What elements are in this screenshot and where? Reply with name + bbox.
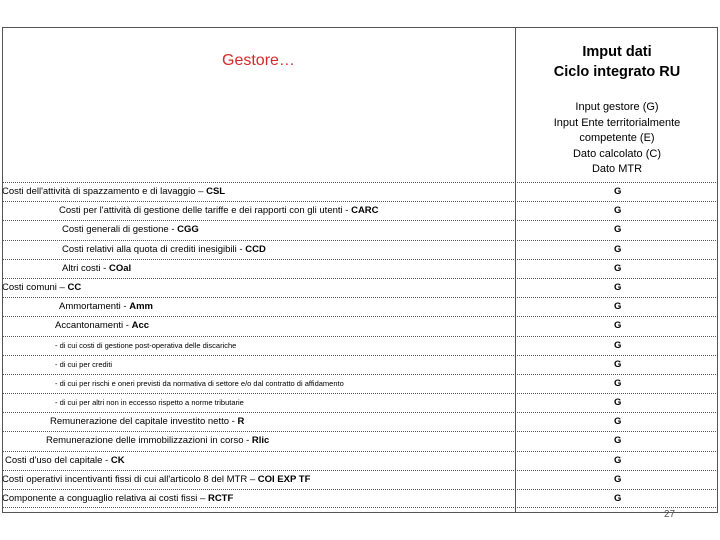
- table-row: [2, 470, 718, 489]
- row-label: - di cui per crediti: [55, 359, 113, 369]
- table-row: [2, 374, 718, 393]
- row-label: - di cui per altri non in eccesso rispetto a norme tributarie: [55, 398, 244, 408]
- table-row: [2, 355, 718, 374]
- input-data-title-line1: Imput dati: [582, 44, 652, 60]
- row-value: G: [614, 454, 622, 466]
- row-label: Costi per l'attività di gestione delle tariffe e dei rapporti con gli utenti - CARC: [59, 205, 379, 217]
- row-value: G: [614, 435, 622, 447]
- table-row: [2, 336, 718, 355]
- row-value: G: [614, 262, 622, 274]
- row-value: G: [614, 339, 622, 351]
- legend-line: Input gestore (G): [575, 101, 659, 113]
- row-value: G: [614, 416, 622, 428]
- row-value: G: [614, 397, 622, 409]
- legend-line: competente (E): [579, 132, 655, 144]
- table-row: [2, 240, 718, 259]
- table-row: [2, 220, 718, 239]
- legend-line: Input Ente territorialmente: [553, 116, 681, 129]
- table-row: [2, 451, 718, 470]
- page-number: 27: [664, 509, 676, 520]
- gestore-title: Gestore…: [222, 52, 295, 69]
- row-label: Costi comuni – CC: [2, 281, 82, 293]
- row-label: Costi operativi incentivanti fissi di cui all'articolo 8 del MTR – COI EXP TF: [2, 473, 311, 485]
- table-row: [2, 259, 718, 278]
- row-value: G: [614, 224, 622, 236]
- row-label: Costi generali di gestione - CGG: [62, 224, 199, 236]
- table-row: [2, 393, 718, 412]
- row-value: G: [614, 243, 622, 255]
- row-label: Remunerazione del capitale investito netto - R: [50, 416, 245, 428]
- table-row: [2, 297, 718, 316]
- input-data-title-line2: Ciclo integrato RU: [553, 64, 681, 80]
- row-label: Altri costi - COal: [62, 262, 132, 274]
- row-label: - di cui costi di gestione post-operativa delle discariche: [55, 340, 237, 350]
- row-value: G: [614, 281, 622, 293]
- table-row: [2, 431, 718, 450]
- row-value: G: [614, 377, 622, 389]
- row-value: G: [614, 493, 622, 504]
- row-value: G: [614, 186, 622, 197]
- table-row: [2, 412, 718, 431]
- row-label: - di cui per rischi e oneri previsti da normativa di settore e/o dal contratto di affidamento: [55, 378, 344, 388]
- row-label: Costi dell'attività di spazzamento e di lavaggio – CSL: [2, 186, 226, 197]
- row-label: Remunerazione delle immobilizzazioni in corso - Rlic: [46, 435, 270, 447]
- row-value: G: [614, 320, 622, 332]
- table-row: [2, 489, 718, 508]
- legend-line: Dato calcolato (C): [572, 147, 662, 160]
- input-data-title: [516, 42, 718, 82]
- row-label: Costi d'uso del capitale - CK: [5, 454, 125, 466]
- input-legend: [516, 100, 718, 178]
- row-value: G: [614, 205, 622, 217]
- row-value: G: [614, 473, 622, 485]
- row-label: Costi relativi alla quota di crediti inesigibili - CCD: [62, 243, 266, 255]
- table-row: [2, 316, 718, 335]
- row-value: G: [614, 301, 622, 313]
- row-label: Componente a conguaglio relativa ai costi fissi – RCTF: [2, 493, 234, 504]
- table-row: [2, 201, 718, 220]
- legend-line: Dato MTR: [591, 163, 643, 175]
- table-row: [2, 278, 718, 297]
- cost-rows: [2, 182, 718, 508]
- row-label: Ammortamenti - Amm: [59, 301, 153, 313]
- row-label: Accantonamenti - Acc: [55, 320, 150, 332]
- row-value: G: [614, 358, 622, 370]
- table-row: [2, 182, 718, 201]
